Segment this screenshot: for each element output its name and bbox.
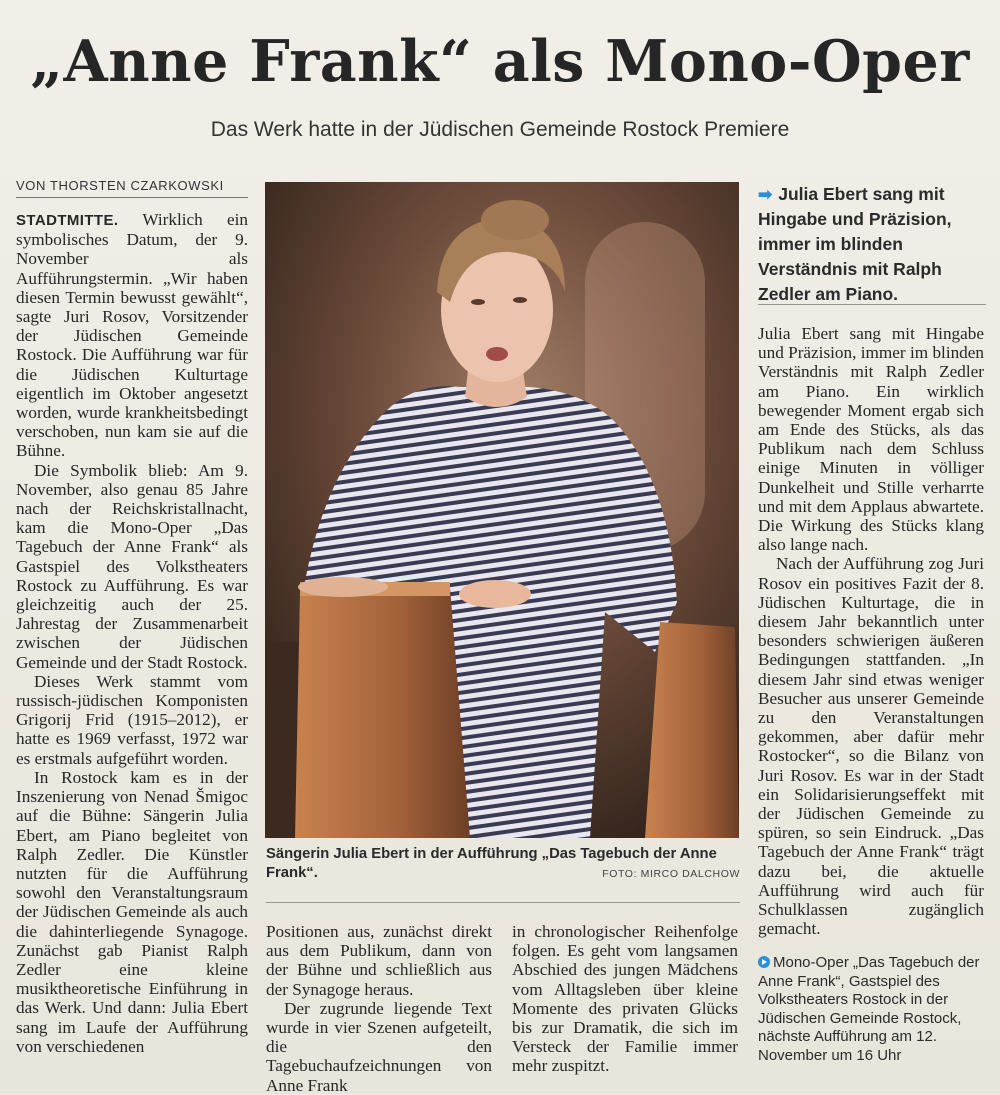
byline: VON THORSTEN CZARKOWSKI — [16, 178, 248, 198]
article-column-1 — [16, 210, 248, 1056]
dateline: STADTMITTE. — [16, 212, 119, 229]
paragraph: In Rostock kam es in der Inszenierung von Nenad Šmigoc auf die Bühne: Sängerin Julia Ebert, am Piano begleitet von Ralph Zedler. Die Künstler nutzten für die Aufführung sowohl den Veranstaltungsraum der Jüdischen Gemeinde als auch die dahinterliegende Synagoge. Zunächst gab Pianist Ralph Zedler eine kleine musiktheoretische Einführung in das Werk. Und dann: Julia Ebert sang im Laufe der Aufführung von verschiedenen — [16, 767, 248, 1056]
paragraph: Julia Ebert sang mit Hingabe und Präzision, immer im blinden Verständnis mit Ralph Zedler am Piano. Ein wirklich bewegender Moment ergab sich am Ende des Stücks, als das Publikum nach dem Schluss einige Minuten in völliger Dunkelheit und Stille verharrte und mit dem Applaus abwartete. Die Wirkung des Stücks klang also lange nach. — [758, 324, 984, 555]
paragraph: Positionen aus, zunächst direkt aus dem Publikum, dann von der Bühne und schließlich aus der Synagoge heraus. — [266, 922, 492, 999]
article-column-4 — [758, 324, 984, 939]
info-text: Mono-Oper „Das Tagebuch der Anne Frank“, Gastspiel des Volkstheaters Rostock in der Jüdischen Gemeinde Rostock, nächste Aufführung am 12. November um 16 Uhr — [758, 954, 980, 1064]
article-photo — [265, 182, 739, 838]
arrow-right-icon: ➡ — [758, 185, 773, 204]
divider — [758, 304, 986, 305]
paragraph: Nach der Aufführung zog Juri Rosov ein positives Fazit der 8. Jüdischen Kulturtage, die in diesem Jahr bekanntlich unter besonders schwierigen äußeren Bedingungen stattfanden. „In diesem Jahr sind etwas weniger Besucher aus unserer Gemeinde zu den Veranstaltungen gekommen, aber dafür mehr Rostocker“, so die Bilanz von Juri Rosov. Es war in der Stadt ein Solidarisierungseffekt mit der Jüdischen Gemeinde zu spüren, so sein Eindruck. „Das Tagebuch der Anne Frank“ trägt dazu bei, die aktuelle Aufführung wird auch für Schulklassen zugänglich gemacht. — [758, 554, 984, 939]
subheadline: Das Werk hatte in der Jüdischen Gemeinde Rostock Premiere — [210, 118, 790, 141]
paragraph: in chronologischer Reihenfolge folgen. Es geht vom langsamen Abschied des jungen Mädchens vom Alltagsleben über kleine Momente des privaten Glücks bis zur Dramatik, die sich im Versteck der Familie immer mehr zuspitzt. — [512, 922, 738, 1076]
circle-arrow-icon — [758, 956, 770, 968]
info-box — [758, 954, 986, 1066]
paragraph: Dieses Werk stammt vom russisch-jüdischen Komponisten Grigorij Frid (1915–2012), er hatte es 1969 verfasst, 1972 war es erstmals aufgeführt worden. — [16, 671, 248, 768]
singer-photo-illustration — [265, 182, 739, 838]
paragraph: Der zugrunde liegende Text wurde in vier Szenen aufgeteilt, die den Tagebuchaufzeichnungen von Anne Frank — [266, 998, 492, 1095]
divider — [266, 902, 740, 903]
paragraph: Die Symbolik blieb: Am 9. November, also genau 85 Jahre nach der Reichskristallnacht, kam die Mono-Oper „Das Tagebuch der Anne Frank“ als Gastspiel des Volkstheaters Rostock zu Aufführung. Es war gleichzeitig auch der 25. Jahrestag der Zusammenarbeit zwischen der Jüdischen Gemeinde und der Stadt Rostock. — [16, 460, 248, 672]
pull-quote — [758, 182, 990, 307]
headline: „Anne Frank“ als Mono-Oper — [30, 28, 970, 95]
article-column-3 — [512, 922, 738, 1076]
photo-caption: Sängerin Julia Ebert in der Aufführung „Das Tagebuch der Anne Frank“. — [266, 846, 717, 881]
photo-credit: FOTO: MIRCO DALCHOW — [602, 868, 740, 880]
pull-quote-text: Julia Ebert sang mit Hingabe und Präzision, immer im blinden Verständnis mit Ralph Zedler am Piano. — [758, 184, 952, 304]
paragraph: Wirklich ein symbolisches Datum, der 9. November als Aufführungstermin. „Wir haben diesen Termin bewusst gewählt“, sagte Juri Rosov, Vorsitzender der Jüdischen Gemeinde Rostock. Die Aufführung war für die Jüdischen Kulturtage eigentlich im Oktober angesetzt worden, wurde krankheitsbedingt verschoben, nun kam sie auf die Bühne. — [16, 210, 248, 461]
article-column-2 — [266, 922, 492, 1095]
